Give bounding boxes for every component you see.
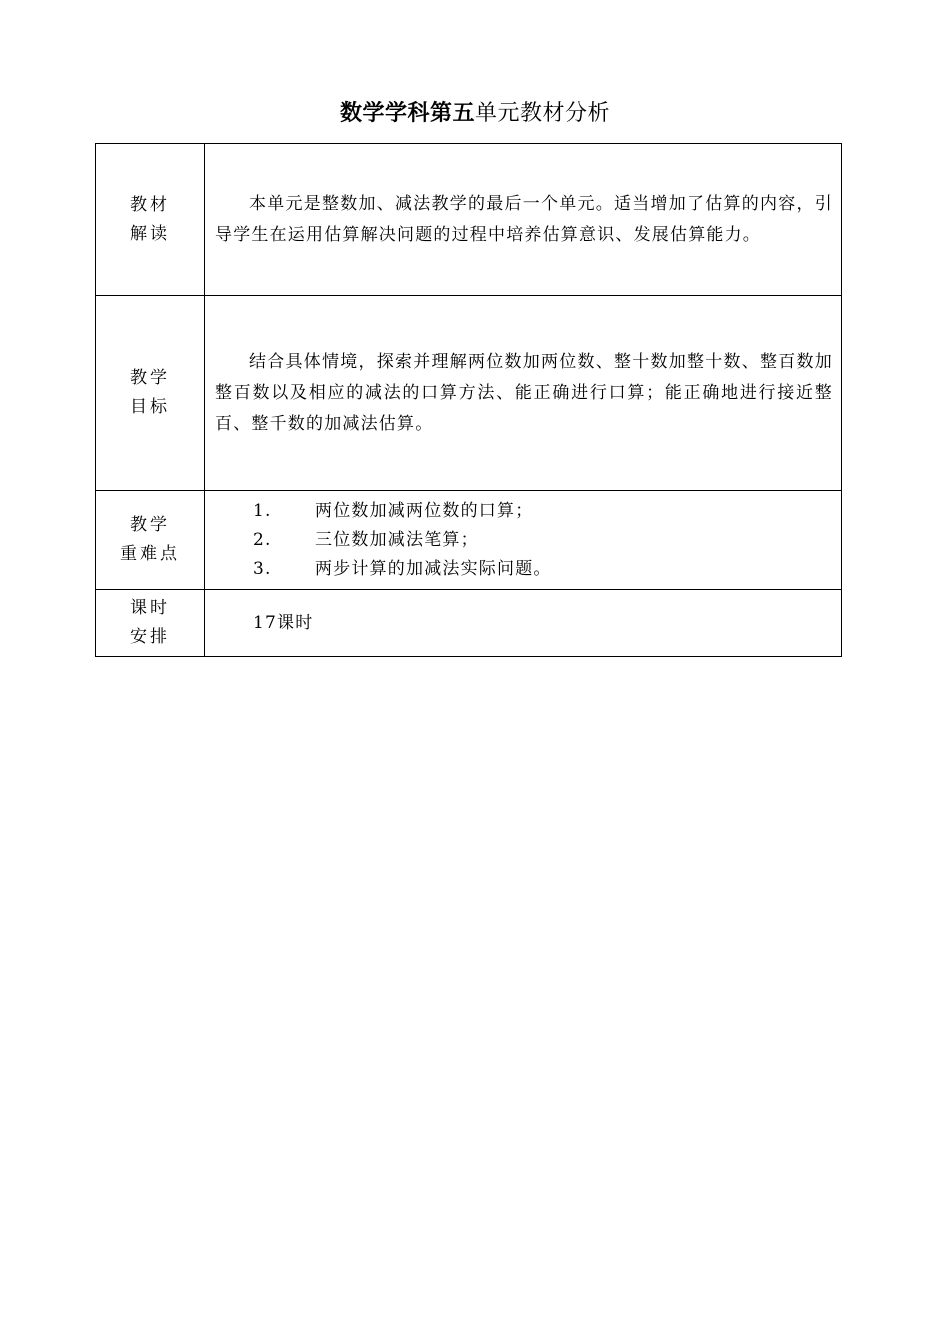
- list-item: [205, 526, 841, 555]
- label-textbook-interpretation: [96, 144, 205, 296]
- label-line: 解读: [130, 223, 170, 244]
- page-title: [0, 98, 950, 130]
- list-item: [205, 497, 841, 526]
- title-normal-part: 单元教材分析: [475, 101, 611, 126]
- list-item-text: 两位数加减两位数的口算；: [315, 500, 534, 521]
- label-line: 教学: [130, 515, 170, 535]
- class-hours-value: 17课时: [253, 612, 314, 633]
- label-line: 目标: [130, 397, 170, 417]
- label-line: 重难点: [120, 544, 180, 564]
- list-item-number: 3.: [253, 558, 272, 579]
- list-item-number: 2.: [253, 529, 272, 550]
- analysis-table: [95, 143, 842, 657]
- list-item-text: 两步计算的加减法实际问题。: [315, 558, 552, 579]
- label-line: 教材: [130, 194, 170, 215]
- content-key-points: [205, 491, 842, 590]
- list-item: [205, 555, 841, 584]
- content-teaching-objectives: [205, 296, 842, 491]
- paragraph-teaching-objectives: 结合具体情境，探索并理解两位数加两位数、整十数加整十数、整百数加整百数以及相应的减法的口算方法、能正确进行口算；能正确地进行接近整百、整千数的加减法估算。: [215, 351, 833, 434]
- list-item-number: 1.: [253, 500, 272, 521]
- title-bold-part: 数学学科第五: [339, 101, 475, 126]
- content-textbook-interpretation: [205, 144, 842, 296]
- label-line: 教学: [130, 368, 170, 388]
- paragraph-textbook-interpretation: 本单元是整数加、减法教学的最后一个单元。适当增加了估算的内容，引导学生在运用估算解决问题的过程中培养估算意识、发展估算能力。: [215, 193, 833, 245]
- table-row-key-points: [96, 491, 842, 590]
- content-class-hours: [205, 590, 842, 657]
- label-teaching-objectives: [96, 296, 205, 491]
- label-line: 安排: [130, 627, 170, 647]
- table-row-teaching-objectives: [96, 296, 842, 491]
- table-row-class-hours: [96, 590, 842, 657]
- label-key-points: [96, 491, 205, 590]
- label-line: 课时: [130, 598, 170, 618]
- label-class-hours: [96, 590, 205, 657]
- table-row-textbook-interpretation: [96, 144, 842, 296]
- list-item-text: 三位数加减法笔算；: [315, 529, 479, 550]
